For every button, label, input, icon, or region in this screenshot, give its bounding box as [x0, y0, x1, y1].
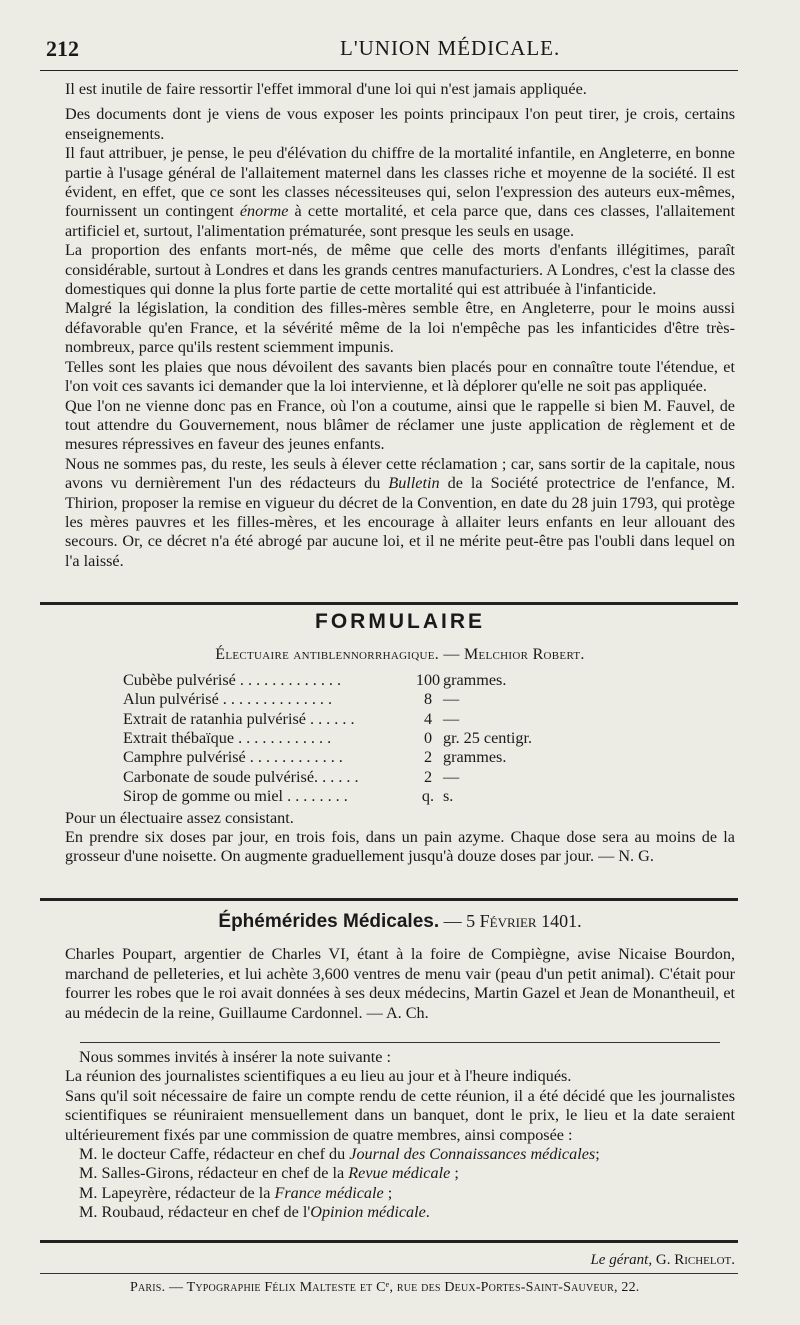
footer-rule	[40, 1240, 738, 1243]
paragraph: Nous ne sommes pas, du reste, les seuls à élever cette réclamation ; car, sans sortir de la capitale, nous avons vu dernièrement l'un des rédacteurs du Bulletin de la Société protectrice de l'enfance, M. Thirion, proposer la remise en vigueur du décret de la Convention, en date du 28 juin 1793, qui protège les mères pauvres et les filles-mères, et les encourage à allaiter leurs enfants en leur allouant des secours. Or, ce décret n'a été abrogé par aucune loi, et il ne mérite peut-être pas l'oubli dans lequel on l'a laissé.	[65, 454, 735, 570]
paragraph: Telles sont les plaies que nous dévoilent des savants bien placés pour en connaître toute l'étendue, et l'on voit ces savants ici demander que la loi intervienne, et là déplorer qu'elle ne soit pas appliquée.	[65, 357, 735, 396]
imprint-rule	[40, 1273, 738, 1274]
ingredients-table	[123, 671, 593, 807]
ingredient-row: Extrait thébaïque . . . . . . . . . . . . 0 gr. 25 centigr.	[123, 729, 533, 748]
ingredient-row: Camphre pulvérisé . . . . . . . . . . . . 2 grammes.	[123, 748, 507, 767]
formula-instructions: En prendre six doses par jour, en trois fois, dans un pain azyme. Chaque dose sera au moins de la grosseur d'une noisette. On augmente graduellement jusqu'à douze doses par jour. — N. G.	[65, 828, 735, 866]
running-title: L'UNION MÉDICALE.	[340, 36, 561, 60]
formulaire-section	[65, 612, 735, 867]
note-intro: Nous sommes invités à insérer la note suivante :	[79, 1048, 391, 1066]
note-section	[65, 1048, 735, 1223]
separator-rule	[80, 1042, 720, 1043]
gerant-signature: Le gérant, G. Richelot.	[590, 1252, 735, 1268]
ephemerides-text: Charles Poupart, argentier de Charles VI, étant à la foire de Compiègne, avise Nicaise Bourdon, marchand de pelleteries, et lui achète 3,600 ventres de menu vair (peau d'un petit animal). C'était pour fourrer les robes que le roi avait données à ses deux médecins, Martin Gazel et Jean de Monantheuil, et au médecin de la reine, Guillaume Cardonnel. — A. Ch.	[65, 945, 735, 1022]
member-item: M. Salles-Girons, rédacteur en chef de la Revue médicale ;	[79, 1164, 459, 1183]
paragraph: Que l'on ne vienne donc pas en France, où l'on a coutume, ainsi que le rappelle si bien M. Fauvel, de tout attendre du Gouvernement, nous blâmer de réclamer une juste application de règlement et de mesures répressives en faveur des jeunes enfants.	[65, 396, 735, 454]
section-rule	[40, 898, 738, 901]
member-item: M. le docteur Caffe, rédacteur en chef du Journal des Connaissances médicales;	[79, 1145, 600, 1164]
ingredient-row: Extrait de ratanhia pulvérisé . . . . . . 4 —	[123, 709, 460, 728]
paragraph: Il est inutile de faire ressortir l'effet immoral d'une loi qui n'est jamais appliquée.	[65, 80, 587, 98]
note-paragraph: Sans qu'il soit nécessaire de faire un compte rendu de cette réunion, il a été décidé que les journalistes scientifiques se réuniraient mensuellement dans un banquet, dont le prix, le lieu et la date seraient ultérieurement fixés par une commission de quatre membres, ainsi composée :	[65, 1086, 735, 1144]
ingredient-row: Carbonate de soude pulvérisé. . . . . . 2 —	[123, 767, 460, 786]
paragraph: La proportion des enfants mort-nés, de même que celle des morts d'enfants illégitimes, paraît considérable, surtout à Londres et dans les grands centres manufacturiers. A Londres, c'est la classe des domestiques qui donne la plus forte partie de cette mortalité qui est attribuée à l'infanticide.	[65, 241, 735, 299]
ephemerides-section	[65, 912, 735, 1023]
note-paragraph: La réunion des journalistes scientifiques a eu lieu au jour et à l'heure indiqués.	[65, 1067, 572, 1086]
member-item: M. Roubaud, rédacteur en chef de l'Opinion médicale.	[79, 1203, 430, 1222]
paragraph: Des documents dont je viens de vous exposer les points principaux l'on peut tirer, je crois, certains enseignements.	[65, 105, 735, 143]
ingredient-row: Alun pulvérisé . . . . . . . . . . . . . . 8 —	[123, 690, 460, 709]
paragraph: Il faut attribuer, je pense, le peu d'élévation du chiffre de la mortalité infantile, en Angleterre, en bonne partie à l'usage général de l'allaitement maternel dans les classes riche et moyenne de la société. Il est évident, en effet, que ce sont les classes nécessiteuses qui, selon l'expression des auteurs eux-mêmes, fournissent un contingent énorme à cette mortalité, et cela parce que, dans ces classes, l'allaitement artificiel et, surtout, l'alimentation prématurée, sont presque les seuls en usage.	[65, 144, 736, 240]
ingredient-row: Sirop de gomme ou miel . . . . . . . . q. s.	[123, 787, 454, 806]
header-rule	[40, 70, 738, 71]
section-rule	[40, 602, 738, 605]
paragraph: Malgré la législation, la condition des filles-mères semble être, en Angleterre, pour le moins aussi défavorable qu'en France, et la sévérité même de la loi n'empêche pas les infanticides d'être très-nombreux, parce qu'ils restent sciemment impunis.	[65, 299, 735, 357]
formula-note: Pour un électuaire assez consistant.	[65, 808, 294, 827]
page-header	[40, 30, 730, 70]
article-body	[65, 80, 735, 571]
ingredient-row: Cubèbe pulvérisé . . . . . . . . . . . . . 100 grammes.	[123, 670, 507, 689]
page-number: 212	[46, 36, 79, 61]
ephemerides-title: Éphémérides Médicales. — 5 Février 1401.	[218, 911, 582, 932]
formulaire-title: FORMULAIRE	[315, 610, 485, 633]
member-item: M. Lapeyrère, rédacteur de la France médicale ;	[79, 1183, 393, 1202]
recipe-title: Électuaire antiblennorrhagique. — Melchior Robert.	[215, 646, 585, 664]
printer-imprint: Paris. — Typographie Félix Malteste et Cᵉ, rue des Deux-Portes-Saint-Sauveur, 22.	[130, 1280, 640, 1295]
